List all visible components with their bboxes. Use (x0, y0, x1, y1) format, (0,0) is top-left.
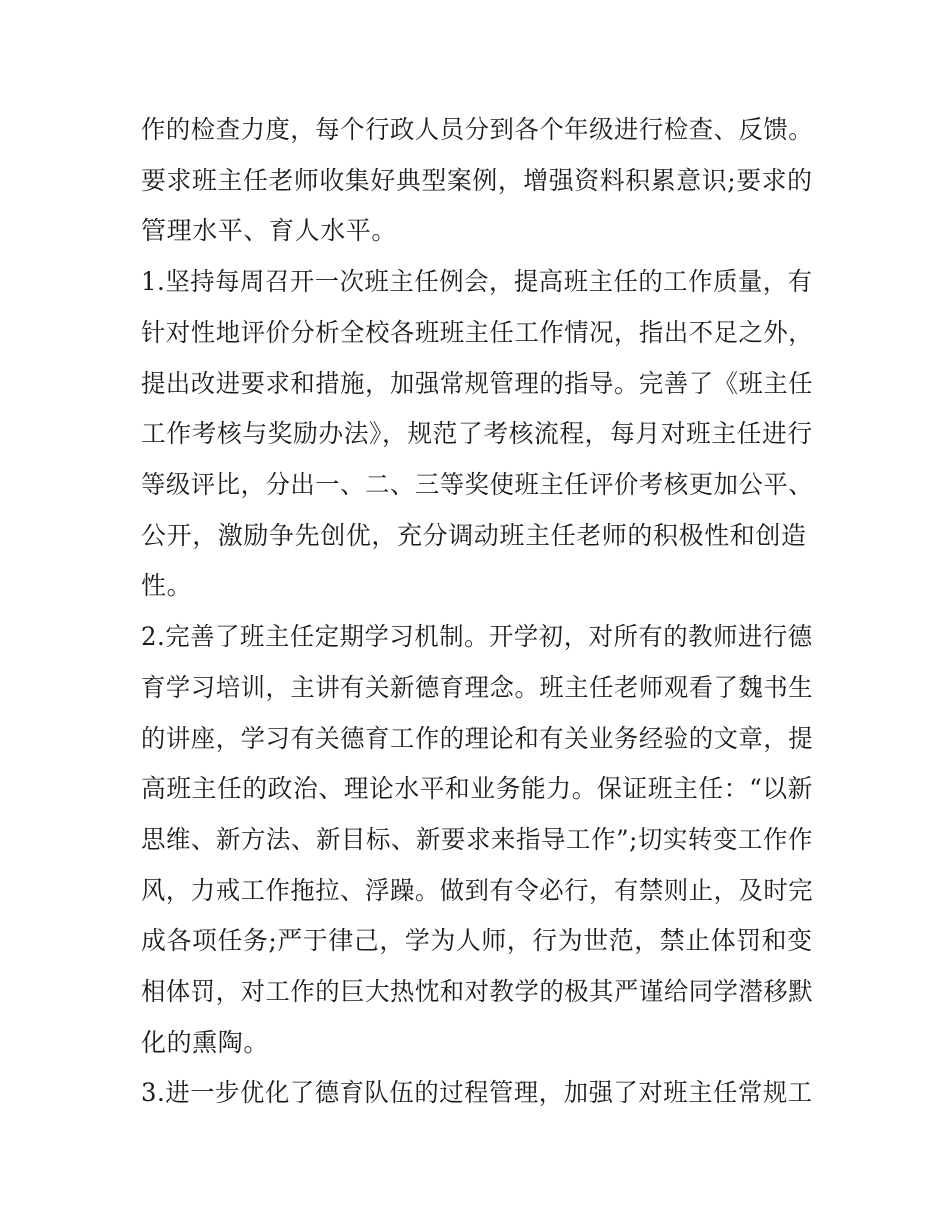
text-line: 化的熏陶。 (141, 1028, 270, 1057)
text-line: 等级评比，分出一、二、三等奖使班主任评价考核更加公平、 (141, 470, 814, 499)
text-line: 相体罚，对工作的巨大热忱和对教学的极其严谨给同学潜移默 (141, 977, 814, 1006)
text-line: 针对性地评价分析全校各班班主任工作情况，指出不足之外， (141, 318, 814, 347)
text-line: 1.坚持每周召开一次班主任例会，提高班主任的工作质量，有 (141, 267, 813, 296)
text-line: 风，力戒工作拖拉、浮躁。做到有令必行，有禁则止，及时完 (141, 876, 814, 905)
text-line: 思维、新方法、新目标、新要求来指导工作”;切实转变工作作 (141, 825, 813, 854)
text-line: 育学习培训，主讲有关新德育理念。班主任老师观看了魏书生 (141, 673, 814, 702)
text-line: 管理水平、育人水平。 (141, 216, 398, 245)
text-line: 公开，激励争先创优，充分调动班主任老师的积极性和创造 (141, 521, 807, 550)
text-line: 的讲座，学习有关德育工作的理论和有关业务经验的文章，提 (141, 724, 814, 753)
text-line: 工作考核与奖励办法》，规范了考核流程，每月对班主任进行 (141, 419, 813, 448)
text-line: 高班主任的政治、理论水平和业务能力。保证班主任：“以新 (141, 774, 813, 803)
text-line: 性。 (141, 571, 193, 600)
text-line: 成各项任务;严于律己，学为人师，行为世范，禁止体罚和变 (141, 926, 813, 955)
text-line: 2.完善了班主任定期学习机制。开学初，对所有的教师进行德 (141, 622, 813, 651)
text-line: 提出改进要求和措施，加强常规管理的指导。完善了《班主任 (141, 369, 814, 398)
text-line: 3.进一步优化了德育队伍的过程管理，加强了对班主任常规工 (141, 1078, 813, 1107)
text-line: 要求班主任老师收集好典型案例，增强资料积累意识;要求的 (141, 166, 813, 195)
text-line: 作的检查力度，每个行政人员分到各个年级进行检查、反馈。 (141, 115, 814, 144)
